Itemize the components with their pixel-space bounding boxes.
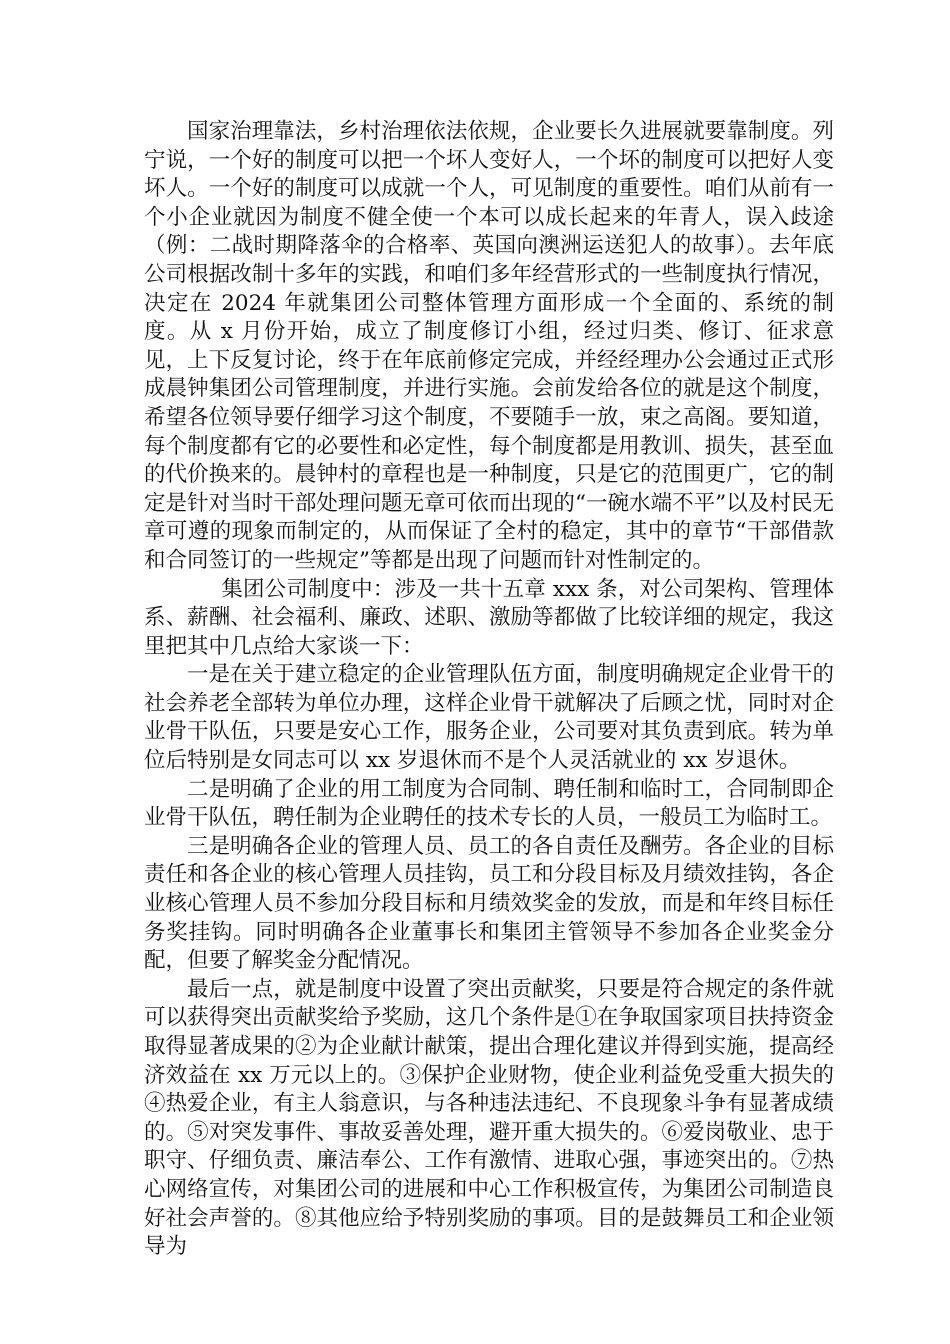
paragraph-point-three: 三是明确各企业的管理人员、员工的各自责任及酬劳。各企业的目标责任和各企业的核心管理人员挂钩，员工和分段目标及月绩效挂钩，各企业核心管理人员不参加分段目标和月绩效奖金的发放，而是和年终目标任务奖挂钩。同时明确各企业董事长和集团主管领导不参加各企业奖金分配，但要了解奖金分配情况。: [144, 833, 834, 974]
paragraph-system-overview: 集团公司制度中：涉及一共十五章 xxx 条，对公司架构、管理体系、薪酬、社会福利、廉政、述职、激励等都做了比较详细的规定，我这里把其中几点给大家谈一下：: [144, 576, 834, 659]
paragraph-final-point: 最后一点，就是制度中设置了突出贡献奖，只要是符合规定的条件就可以获得突出贡献奖给予奖励，这几个条件是①在争取国家项目扶持资金取得显著成果的②为企业献计献策，提出合理化建议并得到实施，提高经济效益在 xx 万元以上的。③保护企业财物，使企业利益免受重大损失的④热爱企业，有主人翁意识，与各种违法违纪、不良现象斗争有显著成绩的。⑤对突发事件、事故妥善处理，避开重大损失的。⑥爱岗敬业、忠于职守、仔细负责、廉洁奉公、工作有激情、进取心强，事迹突出的。⑦热心网络宣传，对集团公司的进展和中心工作积极宣传，为集团公司制造良好社会声誉的。⑧其他应给予特别奖励的事项。目的是鼓舞员工和企业领导为: [144, 976, 834, 1260]
paragraph-point-two: 二是明确了企业的用工制度为合同制、聘任制和临时工，合同制即企业骨干队伍，聘任制为企业聘任的技术专长的人员，一般员工为临时工。: [144, 776, 834, 831]
document-body: [144, 118, 834, 1262]
paragraph-point-one: 一是在关于建立稳定的企业管理队伍方面，制度明确规定企业骨干的社会养老全部转为单位办理，这样企业骨干就解决了后顾之忧，同时对企业骨干队伍，只要是安心工作，服务企业，公司要对其负责到底。转为单位后特别是女同志可以 xx 岁退休而不是个人灵活就业的 xx 岁退休。: [144, 662, 834, 774]
paragraph-intro: 国家治理靠法，乡村治理依法依规，企业要长久进展就要靠制度。列宁说，一个好的制度可以把一个坏人变好人，一个坏的制度可以把好人变坏人。一个好的制度可以成就一个人，可见制度的重要性。咱们从前有一个小企业就因为制度不健全使一个本可以成长起来的年青人，误入歧途（例：二战时期降落伞的合格率、英国向澳洲运送犯人的故事）。去年底公司根据改制十多年的实践，和咱们多年经营形式的一些制度执行情况，决定在 2024 年就集团公司整体管理方面形成一个全面的、系统的制度。从 x 月份开始，成立了制度修订小组，经过归类、修订、征求意见，上下反复讨论，终于在年底前修定完成，并经经理办公会通过正式形成晨钟集团公司管理制度，并进行实施。会前发给各位的就是这个制度，希望各位领导要仔细学习这个制度，不要随手一放，束之高阁。要知道，每个制度都有它的必要性和必定性，每个制度都是用教训、损失，甚至血的代价换来的。晨钟村的章程也是一种制度，只是它的范围更广，它的制定是针对当时干部处理问题无章可依而出现的“一碗水端不平”以及村民无章可遵的现象而制定的，从而保证了全村的稳定，其中的章节“干部借款和合同签订的一些规定”等都是出现了问题而针对性制定的。: [144, 119, 834, 573]
